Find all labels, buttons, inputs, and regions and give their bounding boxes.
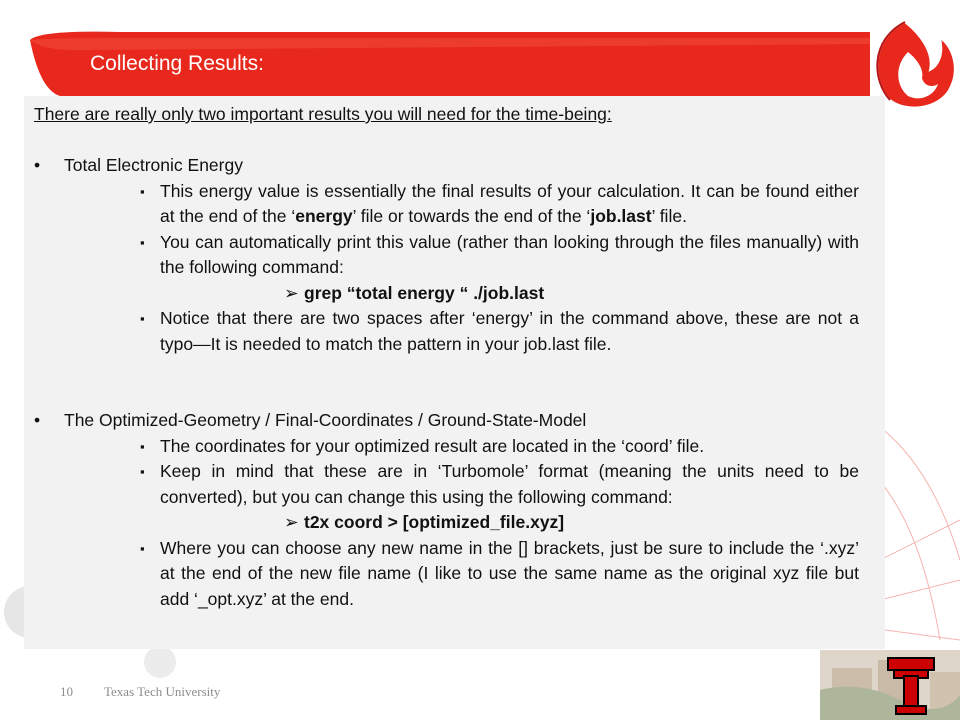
command-item (34, 510, 859, 536)
square-bullet-icon: ▪ (140, 540, 145, 556)
page-number: 10 (60, 684, 73, 699)
command-item (34, 281, 859, 307)
square-bullet-icon: ▪ (140, 438, 145, 454)
section-heading-text: Total Electronic Energy (64, 155, 243, 175)
command-text: grep “total energy “ ./job.last (304, 282, 545, 303)
square-bullet-icon: ▪ (140, 234, 145, 250)
flame-logo-icon (877, 22, 955, 108)
command-text: t2x coord > [optimized_file.xyz] (304, 512, 565, 532)
square-bullet-icon: ▪ (140, 183, 145, 199)
list-item: ▪ The coordinates for your optimized result are located in the ‘coord’ file. (34, 434, 859, 460)
slide-title: Collecting Results: (90, 52, 264, 75)
square-bullet-icon: ▪ (140, 464, 145, 479)
bullet-icon: • (34, 155, 41, 175)
square-bullet-icon: ▪ (140, 311, 145, 326)
footer-text: Texas Tech University (104, 684, 221, 699)
content-box (24, 96, 885, 649)
list-item: ▪ Where you can choose any new name in the [] brackets, just be sure to include the ‘.xyz’ at the end of the new file name (I like to use the same name as the original xyz file but add ‘_opt.xyz’ at the end. (140, 537, 859, 609)
intro-text: There are really only two important results you will need for the time-being: (34, 104, 612, 124)
list-item: ▪ This energy value is essentially the final results of your calculation. It can be found either at the end of the ‘energy’ file or towards the end of the ‘job.last’ file. (140, 180, 859, 226)
bullet-icon: • (34, 410, 41, 430)
list-item: ▪ You can automatically print this value (rather than looking through the files manually) with the following command: (140, 231, 859, 277)
section-heading (34, 153, 859, 179)
arrow-bullet-icon: ➢ (284, 512, 299, 532)
arrow-bullet-icon: ➢ (284, 282, 299, 303)
section-heading (34, 408, 859, 434)
list-item: ▪ Notice that there are two spaces after ‘energy’ in the command above, these are not a typo—It is needed to match the pattern in your job.last file. (140, 308, 859, 354)
list-item: ▪ Keep in mind that these are in ‘Turbomole’ format (meaning the units need to be converted), but you can change this using the following command: (140, 461, 859, 507)
section-heading-text: The Optimized-Geometry / Final-Coordinates / Ground-State-Model (64, 410, 587, 430)
